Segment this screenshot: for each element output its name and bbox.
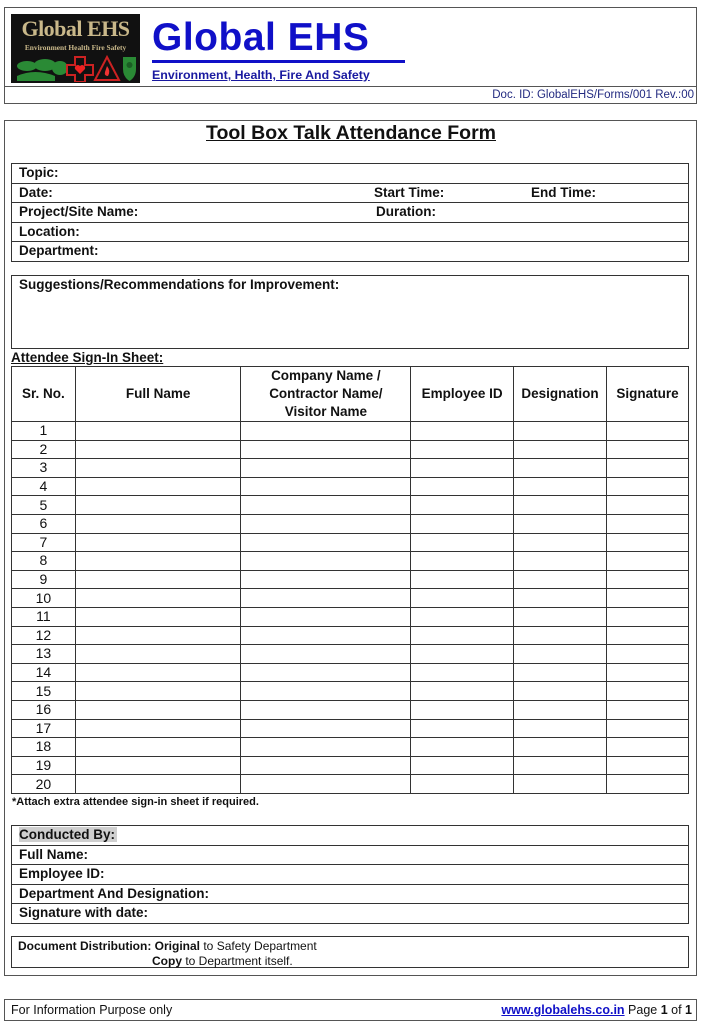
- fire-triangle-icon: [95, 57, 119, 80]
- designation-cell[interactable]: [514, 496, 607, 515]
- distribution-original-text: to Safety Department: [200, 939, 317, 953]
- designation-cell[interactable]: [514, 477, 607, 496]
- conductor-full-name-row[interactable]: [12, 846, 688, 866]
- designation-cell[interactable]: [514, 607, 607, 626]
- signature-cell[interactable]: [607, 514, 689, 533]
- attendee-table-header: [12, 367, 689, 422]
- form-title: [0, 122, 702, 145]
- start-time-label: Start Time:: [374, 184, 445, 200]
- table-row: [12, 422, 689, 441]
- signature-cell[interactable]: [607, 570, 689, 589]
- sr-no-cell: 15: [12, 682, 76, 701]
- conducted-by-heading: Conducted By:: [19, 827, 115, 842]
- page-prefix: Page: [624, 1003, 661, 1017]
- table-row: [12, 775, 689, 794]
- employee-id-cell[interactable]: [411, 552, 514, 571]
- website-link[interactable]: www.globalehs.co.in: [501, 1003, 625, 1017]
- company-name-cell[interactable]: [241, 477, 411, 496]
- signature-cell[interactable]: [607, 440, 689, 459]
- safety-shield-icon: [123, 57, 136, 81]
- company-name-cell[interactable]: [241, 570, 411, 589]
- signature-cell[interactable]: [607, 719, 689, 738]
- full-name-cell[interactable]: [75, 738, 241, 757]
- brand-title: Global EHS: [152, 16, 370, 59]
- tree-icon: [17, 59, 68, 81]
- designation-cell[interactable]: [514, 738, 607, 757]
- designation-cell[interactable]: [514, 589, 607, 608]
- table-row: [12, 719, 689, 738]
- company-name-cell[interactable]: [241, 533, 411, 552]
- sr-no-cell: 14: [12, 663, 76, 682]
- designation-cell[interactable]: [514, 663, 607, 682]
- sr-no-cell: 10: [12, 589, 76, 608]
- signature-cell[interactable]: [607, 589, 689, 608]
- employee-id-cell[interactable]: [411, 459, 514, 478]
- employee-id-cell[interactable]: [411, 756, 514, 775]
- sr-no-cell: 7: [12, 533, 76, 552]
- footer-disclaimer: For Information Purpose only: [11, 1003, 173, 1017]
- table-row: [12, 626, 689, 645]
- logo-emblems-icon: [15, 54, 137, 82]
- table-row: [12, 459, 689, 478]
- sr-no-cell: 11: [12, 607, 76, 626]
- designation-cell[interactable]: [514, 514, 607, 533]
- signature-cell[interactable]: [607, 422, 689, 441]
- company-name-cell[interactable]: [241, 589, 411, 608]
- company-name-cell[interactable]: [241, 496, 411, 515]
- sr-no-cell: 12: [12, 626, 76, 645]
- company-name-cell[interactable]: [241, 738, 411, 757]
- conductor-signature-row[interactable]: [12, 904, 688, 923]
- full-name-cell[interactable]: [75, 459, 241, 478]
- employee-id-cell[interactable]: [411, 607, 514, 626]
- full-name-cell[interactable]: [75, 626, 241, 645]
- employee-id-cell[interactable]: [411, 700, 514, 719]
- signature-cell[interactable]: [607, 533, 689, 552]
- signature-cell[interactable]: [607, 775, 689, 794]
- sr-no-cell: 13: [12, 645, 76, 664]
- sr-no-cell: 16: [12, 700, 76, 719]
- designation-cell[interactable]: [514, 756, 607, 775]
- sr-no-cell: 5: [12, 496, 76, 515]
- designation-cell[interactable]: [514, 645, 607, 664]
- designation-cell[interactable]: [514, 422, 607, 441]
- signature-cell[interactable]: [607, 682, 689, 701]
- logo-title: Global EHS: [21, 16, 130, 41]
- full-name-cell[interactable]: [75, 607, 241, 626]
- designation-cell[interactable]: [514, 552, 607, 571]
- employee-id-cell[interactable]: [411, 663, 514, 682]
- company-name-cell[interactable]: [241, 663, 411, 682]
- designation-cell[interactable]: [514, 700, 607, 719]
- company-name-cell[interactable]: [241, 459, 411, 478]
- full-name-cell[interactable]: [75, 700, 241, 719]
- company-name-cell[interactable]: [241, 626, 411, 645]
- conductor-employee-id-row[interactable]: [12, 865, 688, 885]
- conductor-dept-designation-row[interactable]: [12, 885, 688, 905]
- company-name-cell[interactable]: [241, 607, 411, 626]
- designation-cell[interactable]: [514, 533, 607, 552]
- company-name-cell[interactable]: [241, 682, 411, 701]
- table-row: [12, 570, 689, 589]
- employee-id-cell[interactable]: [411, 514, 514, 533]
- date-time-row[interactable]: [12, 184, 688, 204]
- company-name-cell[interactable]: [241, 514, 411, 533]
- topic-row[interactable]: [12, 164, 688, 184]
- full-name-cell[interactable]: [75, 682, 241, 701]
- full-name-cell[interactable]: [75, 514, 241, 533]
- signature-cell[interactable]: [607, 645, 689, 664]
- distribution-line-copy: [152, 954, 293, 968]
- company-name-cell[interactable]: [241, 645, 411, 664]
- distribution-line-original: [18, 939, 317, 953]
- full-name-cell[interactable]: [75, 440, 241, 459]
- suggestions-label: Suggestions/Recommendations for Improvement:: [19, 277, 340, 292]
- col-company-name: [241, 367, 411, 422]
- conducted-by-heading-row: [12, 826, 688, 846]
- full-name-cell[interactable]: [75, 663, 241, 682]
- full-name-cell[interactable]: [75, 422, 241, 441]
- table-row: [12, 756, 689, 775]
- distribution-copy: Copy: [152, 954, 182, 968]
- full-name-cell[interactable]: [75, 477, 241, 496]
- signature-cell[interactable]: [607, 459, 689, 478]
- sr-no-cell: 9: [12, 570, 76, 589]
- location-label: Location:: [19, 223, 80, 239]
- table-row: [12, 496, 689, 515]
- signature-cell[interactable]: [607, 700, 689, 719]
- employee-id-cell[interactable]: [411, 719, 514, 738]
- table-row: [12, 682, 689, 701]
- page-total: 1: [685, 1003, 692, 1017]
- table-row: [12, 645, 689, 664]
- conductor-dept-designation-label: Department And Designation:: [19, 885, 210, 901]
- full-name-cell[interactable]: [75, 775, 241, 794]
- full-name-cell[interactable]: [75, 533, 241, 552]
- conductor-employee-id-label: Employee ID:: [19, 866, 105, 882]
- designation-cell[interactable]: [514, 459, 607, 478]
- health-cross-icon: [67, 57, 93, 82]
- col-company-line3: Visitor Name: [284, 404, 367, 419]
- duration-label: Duration:: [376, 204, 436, 220]
- full-name-cell[interactable]: [75, 552, 241, 571]
- conducted-by-table: [11, 825, 689, 924]
- project-duration-row[interactable]: [12, 203, 688, 223]
- table-row: [12, 738, 689, 757]
- table-row: [12, 607, 689, 626]
- sign-in-sheet-heading: Attendee Sign-In Sheet:: [11, 350, 164, 365]
- full-name-cell[interactable]: [75, 645, 241, 664]
- employee-id-cell[interactable]: [411, 589, 514, 608]
- footer-page-info: [501, 1003, 692, 1017]
- designation-cell[interactable]: [514, 682, 607, 701]
- designation-cell[interactable]: [514, 440, 607, 459]
- sr-no-cell: 17: [12, 719, 76, 738]
- sr-no-cell: 19: [12, 756, 76, 775]
- talk-info-table: [11, 163, 689, 262]
- header-divider: [4, 86, 697, 87]
- sr-no-cell: 18: [12, 738, 76, 757]
- employee-id-cell[interactable]: [411, 422, 514, 441]
- company-name-cell[interactable]: [241, 775, 411, 794]
- signature-cell[interactable]: [607, 496, 689, 515]
- col-designation: Designation: [514, 367, 607, 422]
- col-full-name: Full Name: [75, 367, 241, 422]
- sr-no-cell: 4: [12, 477, 76, 496]
- company-name-cell[interactable]: [241, 756, 411, 775]
- table-row: [12, 589, 689, 608]
- signature-cell[interactable]: [607, 552, 689, 571]
- brand-rule: [152, 60, 405, 63]
- conductor-full-name-label: Full Name:: [19, 846, 89, 862]
- sr-no-cell: 2: [12, 440, 76, 459]
- company-name-cell[interactable]: [241, 719, 411, 738]
- employee-id-cell[interactable]: [411, 626, 514, 645]
- department-label: Department:: [19, 243, 99, 259]
- logo-tagline: Environment Health Fire Safety: [24, 43, 127, 52]
- signature-cell[interactable]: [607, 477, 689, 496]
- signature-cell[interactable]: [607, 607, 689, 626]
- company-name-cell[interactable]: [241, 552, 411, 571]
- location-row[interactable]: [12, 223, 688, 243]
- attendee-table: [11, 366, 689, 794]
- project-site-label: Project/Site Name:: [19, 204, 139, 220]
- employee-id-cell[interactable]: [411, 775, 514, 794]
- distribution-original: Original: [154, 939, 201, 953]
- company-name-cell[interactable]: [241, 440, 411, 459]
- sr-no-cell: 6: [12, 514, 76, 533]
- full-name-cell[interactable]: [75, 756, 241, 775]
- designation-cell[interactable]: [514, 570, 607, 589]
- table-row: [12, 533, 689, 552]
- table-row: [12, 514, 689, 533]
- conductor-signature-label: Signature with date:: [19, 905, 149, 921]
- page-current: 1: [660, 1003, 668, 1017]
- table-row: [12, 440, 689, 459]
- table-row: [12, 700, 689, 719]
- col-signature: Signature: [607, 367, 689, 422]
- designation-cell[interactable]: [514, 626, 607, 645]
- full-name-cell[interactable]: [75, 719, 241, 738]
- employee-id-cell[interactable]: [411, 645, 514, 664]
- employee-id-cell[interactable]: [411, 738, 514, 757]
- table-row: [12, 552, 689, 571]
- full-name-cell[interactable]: [75, 570, 241, 589]
- employee-id-cell[interactable]: [411, 682, 514, 701]
- col-employee-id: Employee ID: [411, 367, 514, 422]
- col-company-line1: Company Name /: [271, 368, 381, 383]
- brand-subtitle: Environment, Health, Fire And Safety: [152, 68, 370, 82]
- sr-no-cell: 1: [12, 422, 76, 441]
- company-logo: [11, 14, 140, 83]
- date-label: Date:: [19, 184, 53, 200]
- employee-id-cell[interactable]: [411, 440, 514, 459]
- distribution-label: Document Distribution:: [18, 939, 152, 953]
- topic-label: Topic:: [19, 165, 59, 180]
- document-id: Doc. ID: GlobalEHS/Forms/001 Rev.:00: [492, 89, 694, 101]
- designation-cell[interactable]: [514, 775, 607, 794]
- employee-id-cell[interactable]: [411, 477, 514, 496]
- full-name-cell[interactable]: [75, 589, 241, 608]
- designation-cell[interactable]: [514, 719, 607, 738]
- col-sr-no: Sr. No.: [12, 367, 76, 422]
- signature-cell[interactable]: [607, 756, 689, 775]
- company-name-cell[interactable]: [241, 422, 411, 441]
- signature-cell[interactable]: [607, 626, 689, 645]
- distribution-copy-text: to Department itself.: [182, 954, 293, 968]
- full-name-cell[interactable]: [75, 496, 241, 515]
- table-row: [12, 477, 689, 496]
- signature-cell[interactable]: [607, 663, 689, 682]
- sr-no-cell: 8: [12, 552, 76, 571]
- department-row[interactable]: [12, 242, 688, 261]
- sr-no-cell: 20: [12, 775, 76, 794]
- col-company-line2: Contractor Name/: [269, 386, 383, 401]
- company-name-cell[interactable]: [241, 700, 411, 719]
- employee-id-cell[interactable]: [411, 533, 514, 552]
- attach-note: *Attach extra attendee sign-in sheet if required.: [12, 796, 259, 808]
- page-of: of: [667, 1003, 686, 1017]
- end-time-label: End Time:: [531, 184, 597, 200]
- table-row: [12, 663, 689, 682]
- employee-id-cell[interactable]: [411, 570, 514, 589]
- signature-cell[interactable]: [607, 738, 689, 757]
- sr-no-cell: 3: [12, 459, 76, 478]
- form-title-text: Tool Box Talk Attendance Form: [206, 122, 496, 144]
- employee-id-cell[interactable]: [411, 496, 514, 515]
